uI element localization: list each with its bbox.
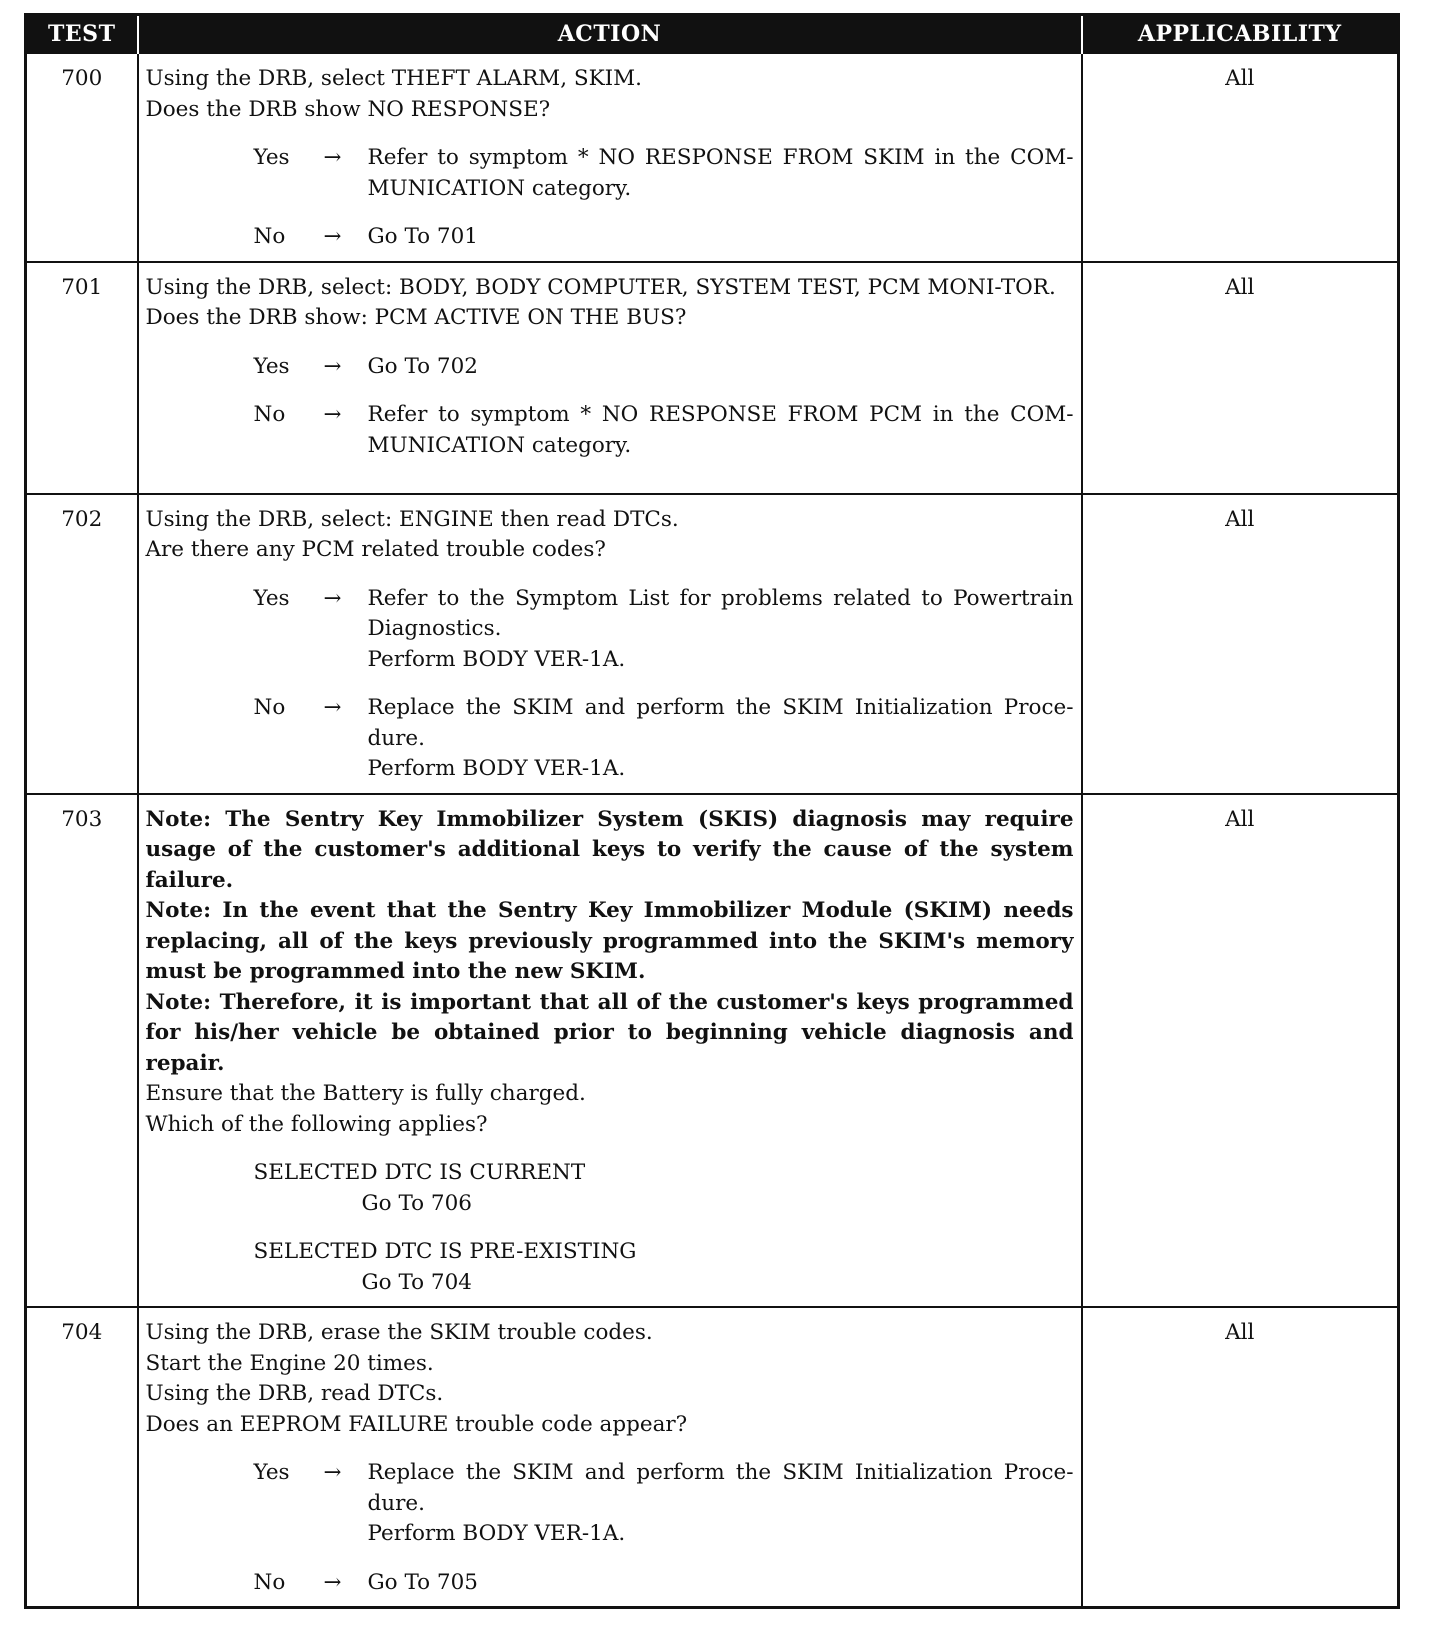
header-action: ACTION xyxy=(138,15,1082,54)
table-header-row xyxy=(26,15,1399,54)
arrow-icon: → xyxy=(323,145,342,170)
action-line: Using the DRB, select THEFT ALARM, SKIM. xyxy=(145,66,642,91)
yes-branch xyxy=(254,352,1074,383)
action-cell xyxy=(138,53,1082,262)
choice-goto: Go To 704 xyxy=(361,1269,472,1295)
no-result: Refer to symptom * NO RESPONSE FROM PCM in the COM-MUNICATION category. xyxy=(367,402,1074,458)
yes-result-followup: Perform BODY VER-1A. xyxy=(367,646,626,672)
test-number: 704 xyxy=(26,1307,138,1608)
choice-goto: Go To 706 xyxy=(361,1190,472,1216)
test-number: 700 xyxy=(26,53,138,262)
arrow-icon: → xyxy=(323,353,342,379)
action-line: Does an EEPROM FAILURE trouble code appear? xyxy=(145,1411,688,1437)
action-line: Using the DRB, erase the SKIM trouble codes. xyxy=(145,1320,653,1345)
action-line: Does the DRB show: PCM ACTIVE ON THE BUS? xyxy=(145,305,687,330)
table-row xyxy=(26,794,1399,1308)
table-row xyxy=(26,53,1399,262)
choice-option xyxy=(254,1237,1074,1298)
yes-branch xyxy=(254,584,1074,676)
yes-label: Yes xyxy=(253,1460,290,1485)
yes-result xyxy=(368,1458,1074,1550)
applicability-value: All xyxy=(1082,1307,1399,1608)
no-result: Go To 705 xyxy=(367,1569,478,1595)
applicability-value: All xyxy=(1082,262,1399,494)
action-cell xyxy=(138,494,1082,794)
action-cell xyxy=(138,794,1082,1308)
action-line: Using the DRB, read DTCs. xyxy=(145,1381,444,1406)
yes-result: Refer to symptom * NO RESPONSE FROM SKIM in the COM-MUNICATION category. xyxy=(367,145,1074,201)
yes-result-followup: Perform BODY VER-1A. xyxy=(367,1521,626,1546)
no-label: No xyxy=(253,224,286,249)
arrow-icon: → xyxy=(323,695,342,720)
choice-label: SELECTED DTC IS PRE-EXISTING xyxy=(253,1239,637,1264)
test-number: 702 xyxy=(26,494,138,794)
table-row xyxy=(26,1307,1399,1608)
yes-result-text: Replace the SKIM and perform the SKIM Initialization Proce-dure. xyxy=(367,1460,1074,1516)
note-text: Note: The Sentry Key Immobilizer System (SKIS) diagnosis may require usage of the customer's additional keys to verify the cause of the system failure. xyxy=(145,806,1074,893)
yes-result-text: Refer to the Symptom List for problems related to Powertrain Diagnostics. xyxy=(367,585,1074,641)
arrow-icon: → xyxy=(323,585,342,611)
applicability-value: All xyxy=(1082,794,1399,1308)
yes-result: Go To 702 xyxy=(367,353,478,379)
action-line: Using the DRB, select: BODY, BODY COMPUTER, SYSTEM TEST, PCM MONI-TOR. xyxy=(145,274,1056,300)
action-cell xyxy=(138,262,1082,494)
yes-branch xyxy=(254,1458,1074,1550)
yes-label: Yes xyxy=(253,353,290,379)
no-branch xyxy=(254,400,1074,461)
yes-result xyxy=(368,584,1074,676)
action-cell xyxy=(138,1307,1082,1608)
test-number: 701 xyxy=(26,262,138,494)
note-text: Note: In the event that the Sentry Key Immobilizer Module (SKIM) needs replacing, all of the keys previously programmed into the SKIM's memory must be programmed into the new SKIM. xyxy=(145,898,1074,984)
action-line: Ensure that the Battery is fully charged. xyxy=(145,1081,586,1106)
action-line: Start the Engine 20 times. xyxy=(145,1350,434,1376)
action-line: Are there any PCM related trouble codes? xyxy=(145,537,606,562)
diagnostic-test-table xyxy=(24,13,1400,1609)
header-test: TEST xyxy=(26,15,138,54)
action-line: Does the DRB show NO RESPONSE? xyxy=(145,96,551,122)
yes-label: Yes xyxy=(253,585,290,611)
no-result xyxy=(368,693,1074,785)
choice-option xyxy=(254,1158,1074,1219)
no-label: No xyxy=(253,402,286,427)
arrow-icon: → xyxy=(323,402,342,427)
choice-label: SELECTED DTC IS CURRENT xyxy=(253,1160,586,1185)
no-branch xyxy=(254,222,1074,253)
yes-branch xyxy=(254,143,1074,204)
no-branch xyxy=(254,693,1074,785)
arrow-icon: → xyxy=(323,1569,342,1595)
test-number: 703 xyxy=(26,794,138,1308)
action-line: Which of the following applies? xyxy=(145,1111,488,1137)
no-result-followup: Perform BODY VER-1A. xyxy=(367,756,626,781)
arrow-icon: → xyxy=(323,224,342,249)
table-row xyxy=(26,494,1399,794)
no-result-text: Replace the SKIM and perform the SKIM Initialization Proce-dure. xyxy=(367,695,1074,751)
applicability-value: All xyxy=(1082,53,1399,262)
applicability-value: All xyxy=(1082,494,1399,794)
action-line: Using the DRB, select: ENGINE then read DTCs. xyxy=(145,506,679,532)
header-applicability: APPLICABILITY xyxy=(1082,15,1399,54)
no-label: No xyxy=(253,695,286,720)
yes-label: Yes xyxy=(253,145,290,170)
table-row xyxy=(26,262,1399,494)
arrow-icon: → xyxy=(323,1460,342,1485)
note-text: Note: Therefore, it is important that all of the customer's keys programmed for his/her vehicle be obtained prior to beginning vehicle diagnosis and repair. xyxy=(145,989,1074,1076)
no-result: Go To 701 xyxy=(367,224,478,249)
no-branch xyxy=(254,1568,1074,1599)
no-label: No xyxy=(253,1569,286,1595)
